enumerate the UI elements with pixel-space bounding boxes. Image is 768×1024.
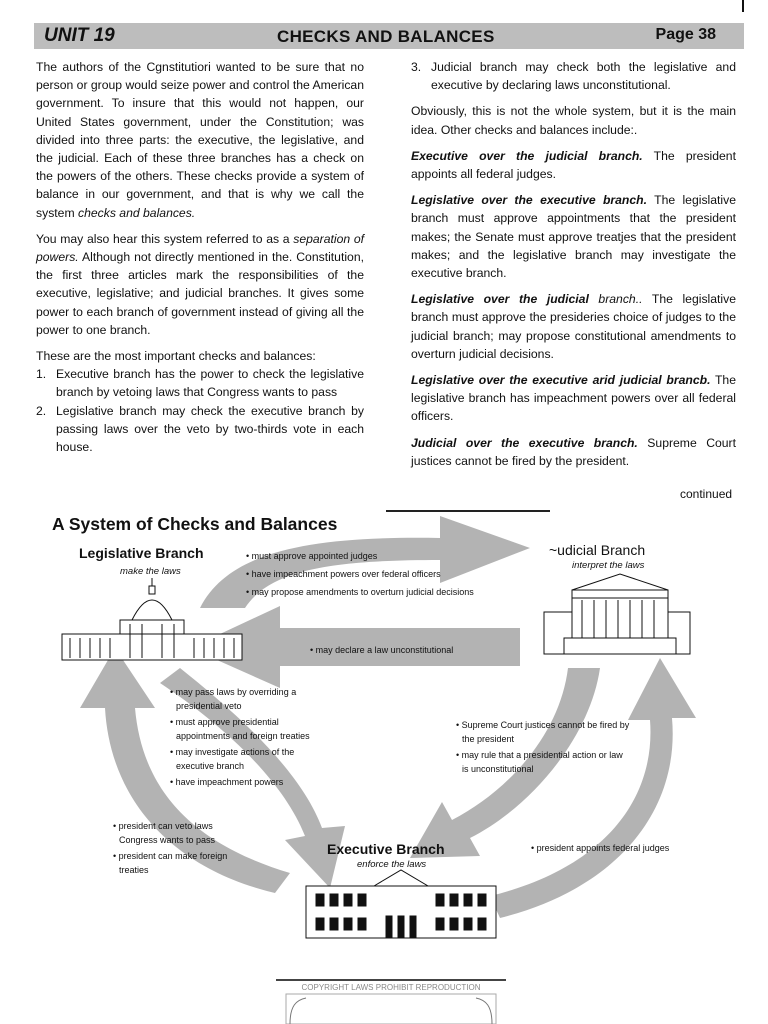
list-item: 3. Judicial branch may check both the legislative and executive by declaring laws unconstitutional. — [411, 60, 736, 93]
check-leg-exec-judicial: Legislative over the executive arid judicial brancb. The legislative branch has impeachment powers over all federal officers. — [411, 373, 736, 424]
check-leg-exec: Legislative over the executive branch. The legislative branch must approve appointments that the president makes; the Senate must approve treatjes that the president makes; and the legislative branch may investigate the executive branch. — [411, 193, 736, 281]
overview-paragraph: Obviously, this is not the whole system, but it is the main idea. Other checks and balances include:. — [411, 104, 736, 137]
judicial-role: interpret the laws — [572, 560, 645, 571]
page-title: CHECKS AND BALANCES — [277, 27, 495, 46]
judicial-label: ~udicial Branch — [549, 542, 646, 558]
footer-graphic — [276, 978, 506, 1024]
check-leg-judicial: Legislative over the judicial branch.. The legislative branch must approve the presideries choice of judges to the judicial branch; may propose constitutional amendments to overturn judicial decisions. — [411, 292, 736, 361]
intro-paragraph: The authors of the Cgnstitutiori wanted to be sure that no person or group would seize power and control the American government. To insure that this would not happen, our United States government, under the Constitution; was divided into three parts: the executive, the legislative, and the judicial. Each of these three branches has a check on the powers of the others. These checks provide a system of balance in our government, and that is why we call the system checks and balances. — [36, 60, 364, 220]
unit-label: UNIT 19 — [44, 25, 115, 46]
executive-role: enforce the laws — [357, 859, 427, 870]
separation-paragraph: You may also hear this system referred to as a separation of powers. Although not directly mentioned in the. Constitution, the first three articles mark the responsibilities of the executive, legislative; and judicial branches. It gives some power to each branch of government instead of giving all the power to one branch. — [36, 231, 364, 337]
legislative-role: make the laws — [120, 566, 181, 577]
leg-to-judicial-notes: • must approve appointed judges • have impeachment powers over federal officers • may propose amendments to overturn judicial decisions — [246, 551, 474, 597]
page-header — [34, 23, 744, 49]
check-judicial-exec: Judicial over the executive branch. Supreme Court justices cannot be fired by the president. — [411, 435, 737, 468]
left-column — [36, 58, 364, 456]
list-intro: These are the most important checks and balances: — [36, 349, 316, 364]
judicial-to-exec-notes: • Supreme Court justices cannot be fired by the president • may rule that a presidential action or law is unconstitutional — [456, 720, 630, 774]
copyright-notice: COPYRIGHT LAWS PROHIBIT REPRODUCTION — [301, 983, 481, 992]
legislative-label: Legislative Branch — [79, 545, 204, 561]
supreme-court-icon — [544, 574, 690, 654]
leg-to-exec-notes: • may pass laws by overriding a presidential veto • must approve presidential appointments and foreign treaties • may investigate actions of the executive branch • have impeachment powers — [170, 687, 310, 787]
page-number: Page 38 — [655, 26, 716, 43]
exec-to-leg-notes: • president can veto laws Congress wants to pass • president can make foreign treaties — [113, 821, 228, 875]
executive-label: Executive Branch — [327, 841, 445, 857]
check-exec-judicial: Executive over the judicial branch. The president appoints all federal judges. — [411, 148, 736, 182]
list-item: 1. Executive branch has the power to check the legislative branch by vetoing laws that Congress wants to pass — [36, 367, 364, 400]
diagram-title: A System of Checks and Balances — [52, 514, 338, 534]
right-column — [411, 58, 736, 478]
list-item: 2. Legislative branch may check the executive branch by passing laws over the veto by two-thirds vote in each house. — [36, 403, 364, 455]
corner-mark — [742, 0, 744, 12]
judicial-to-leg-note: • may declare a law unconstitutional — [310, 645, 454, 655]
exec-to-judicial-note: • president appoints federal judges — [531, 843, 670, 853]
continued-label: continued — [680, 487, 733, 501]
white-house-icon — [306, 870, 496, 938]
